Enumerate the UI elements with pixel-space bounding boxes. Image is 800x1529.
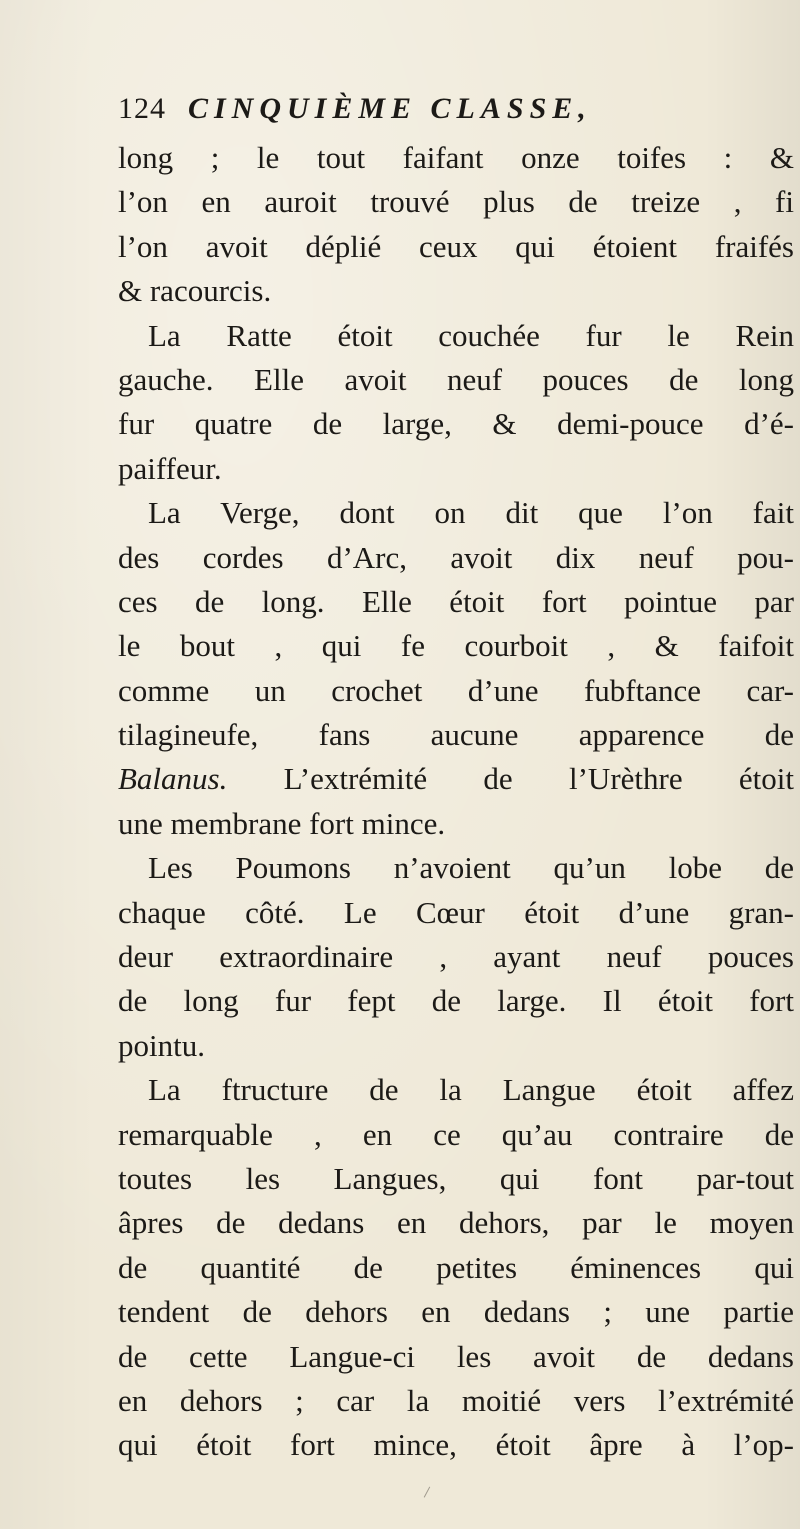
ink-mark xyxy=(424,1487,438,1502)
text-line: remarquable , en ce qu’au contraire de xyxy=(118,1116,794,1152)
text-line: pointu. xyxy=(118,1027,205,1063)
text-line: comme un crochet d’une fubftance car- xyxy=(118,672,794,708)
text-line: fur quatre de large, & demi-pouce d’é- xyxy=(118,406,794,442)
text-line: Les Poumons n’avoient qu’un lobe de xyxy=(148,850,794,886)
text-line: âpres de dedans en dehors, par le moyen xyxy=(118,1205,794,1241)
text-line: gauche. Elle avoit neuf pouces de long xyxy=(118,361,794,397)
text-line: paiffeur. xyxy=(118,450,222,486)
text-line: La Verge, dont on dit que l’on fait xyxy=(148,495,794,531)
text-line: & racourcis. xyxy=(118,273,272,309)
text-line: La ftructure de la Langue étoit affez xyxy=(148,1072,794,1108)
text-line: tendent de dehors en dedans ; une partie xyxy=(118,1294,794,1330)
text-line: une membrane fort mince. xyxy=(118,805,446,841)
line-continuation: L’extrémité de l’Urèthre étoit xyxy=(227,761,794,797)
text-line: deur extraordinaire , ayant neuf pouces xyxy=(118,939,794,975)
text-line: des cordes d’Arc, avoit dix neuf pou- xyxy=(118,539,794,575)
text-line: en dehors ; car la moitié vers l’extrémité xyxy=(118,1382,794,1418)
text-line: ces de long. Elle étoit fort pointue par xyxy=(118,583,794,619)
page-header xyxy=(118,92,778,136)
text-line: long ; le tout faifant onze toifes : & xyxy=(118,140,794,175)
text-line: de cette Langue-ci les avoit de dedans xyxy=(118,1338,794,1374)
text-line: l’on avoit déplié ceux qui étoient fraifés xyxy=(118,228,794,264)
text-line: de quantité de petites éminences qui xyxy=(118,1249,794,1285)
text-line: de long fur fept de large. Il étoit fort xyxy=(118,983,794,1019)
italic-term: Balanus. xyxy=(118,761,228,797)
body-text xyxy=(118,136,794,1468)
running-head: CINQUIÈME CLASSE, xyxy=(188,92,592,125)
page-number: 124 xyxy=(118,92,166,125)
text-line xyxy=(118,757,794,801)
text-line: le bout , qui fe courboit , & faifoit xyxy=(118,628,794,664)
text-line: chaque côté. Le Cœur étoit d’une gran- xyxy=(118,894,794,930)
text-line: tilagineufe, fans aucune apparence de xyxy=(118,717,794,753)
text-line: La Ratte étoit couchée fur le Rein xyxy=(148,317,794,353)
text-line: qui étoit fort mince, étoit âpre à l’op- xyxy=(118,1427,794,1463)
text-line: l’on en auroit trouvé plus de treize , fi xyxy=(118,184,794,220)
text-line: toutes les Langues, qui font par-tout xyxy=(118,1160,794,1196)
